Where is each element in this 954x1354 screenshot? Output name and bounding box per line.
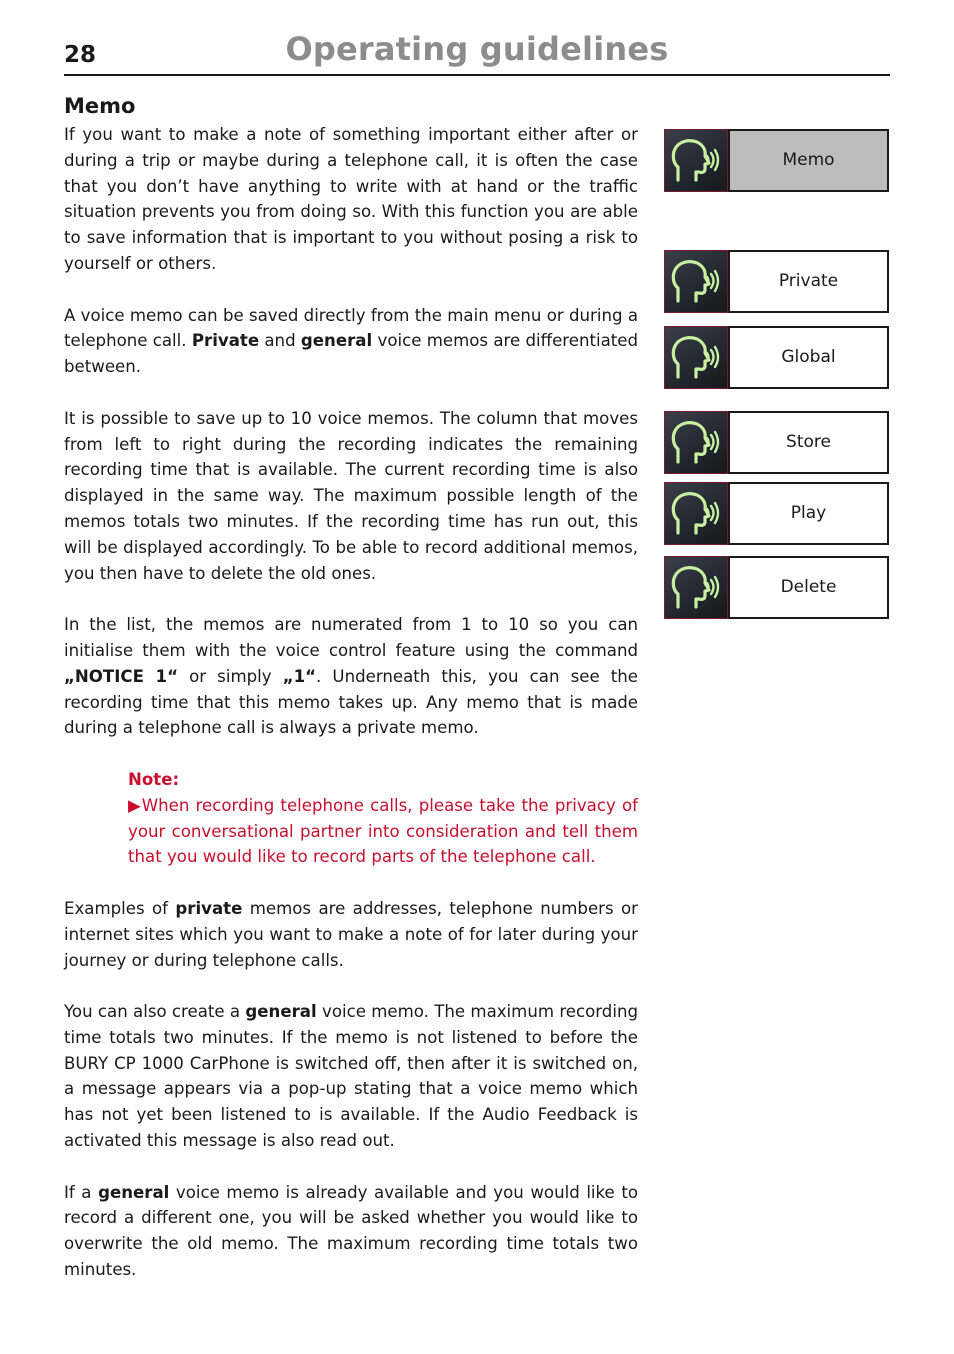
store-label: Store [728, 411, 889, 474]
body-text [64, 122, 638, 1309]
global-label: Global [728, 326, 889, 389]
paragraph-private-examples: Examples of private memos are addresses, telephone numbers or internet sites which you want to make a note of for later during your journey or during telephone calls. [64, 898, 638, 970]
paragraph-list: In the list, the memos are numerated from 1 to 10 so you can initialise them with the voice control feature using the command „NOTICE 1“ or simply „1“. Underneath this, you can see the recording time that this memo takes up. Any memo that is made during a telephone call is always a private memo. [64, 615, 638, 738]
page-title: Operating guidelines [285, 30, 669, 68]
voice-head-icon [664, 411, 728, 474]
private-label: Private [728, 250, 889, 313]
voice-head-icon [664, 326, 728, 389]
note-title: Note: [128, 769, 180, 789]
voice-head-icon [664, 556, 728, 619]
paragraph-intro: If you want to make a note of something important either after or during a trip or maybe during a telephone call, it is often the case that you don’t have anything to write with at hand or the traffic situation prevents you from doing so. With this function you are able to save information that is important to you without posing a risk to yourself or others. [64, 125, 638, 273]
global-button[interactable] [664, 326, 889, 389]
play-label: Play [728, 482, 889, 545]
paragraph-general-memo: You can also create a general voice memo. The maximum recording time totals two minutes. If the memo is not listened to before the BURY CP 1000 CarPhone is switched off, then after it is switched on, a message appears via a pop-up stating that a voice memo which has not yet been listened to is available. If the Audio Feedback is activated this message is also read out. [64, 1002, 638, 1151]
voice-head-icon [664, 250, 728, 313]
play-button[interactable] [664, 482, 889, 545]
paragraph-memo-types: A voice memo can be saved directly from the main menu or during a telephone call. Private and general voice memos are differentiated between. [64, 305, 638, 377]
memo-label: Memo [728, 129, 889, 192]
section-heading: Memo [64, 94, 136, 118]
voice-head-icon [664, 482, 728, 545]
store-button[interactable] [664, 411, 889, 474]
delete-label: Delete [728, 556, 889, 619]
page-header [64, 30, 890, 76]
paragraph-recording-time: It is possible to save up to 10 voice memos. The column that moves from left to right during the recording indicates the remaining recording time that is available. The current recording time is also displayed in the same way. The maximum possible length of the memos totals two minutes. If the recording time has run out, this will be displayed accordingly. To be able to record additional memos, you then have to delete the old ones. [64, 408, 638, 583]
private-button[interactable] [664, 250, 889, 313]
note-text: ▶When recording telephone calls, please take the privacy of your conversational partner into consideration and tell them that you would like to record parts of the telephone call. [128, 795, 638, 867]
voice-head-icon [664, 129, 728, 192]
delete-button[interactable] [664, 556, 889, 619]
page-number: 28 [64, 42, 97, 68]
note-box [128, 767, 638, 870]
paragraph-overwrite: If a general voice memo is already available and you would like to record a different one, you will be asked whether you would like to overwrite the old memo. The maximum recording time totals two minutes. [64, 1182, 638, 1280]
memo-button[interactable] [664, 129, 889, 192]
